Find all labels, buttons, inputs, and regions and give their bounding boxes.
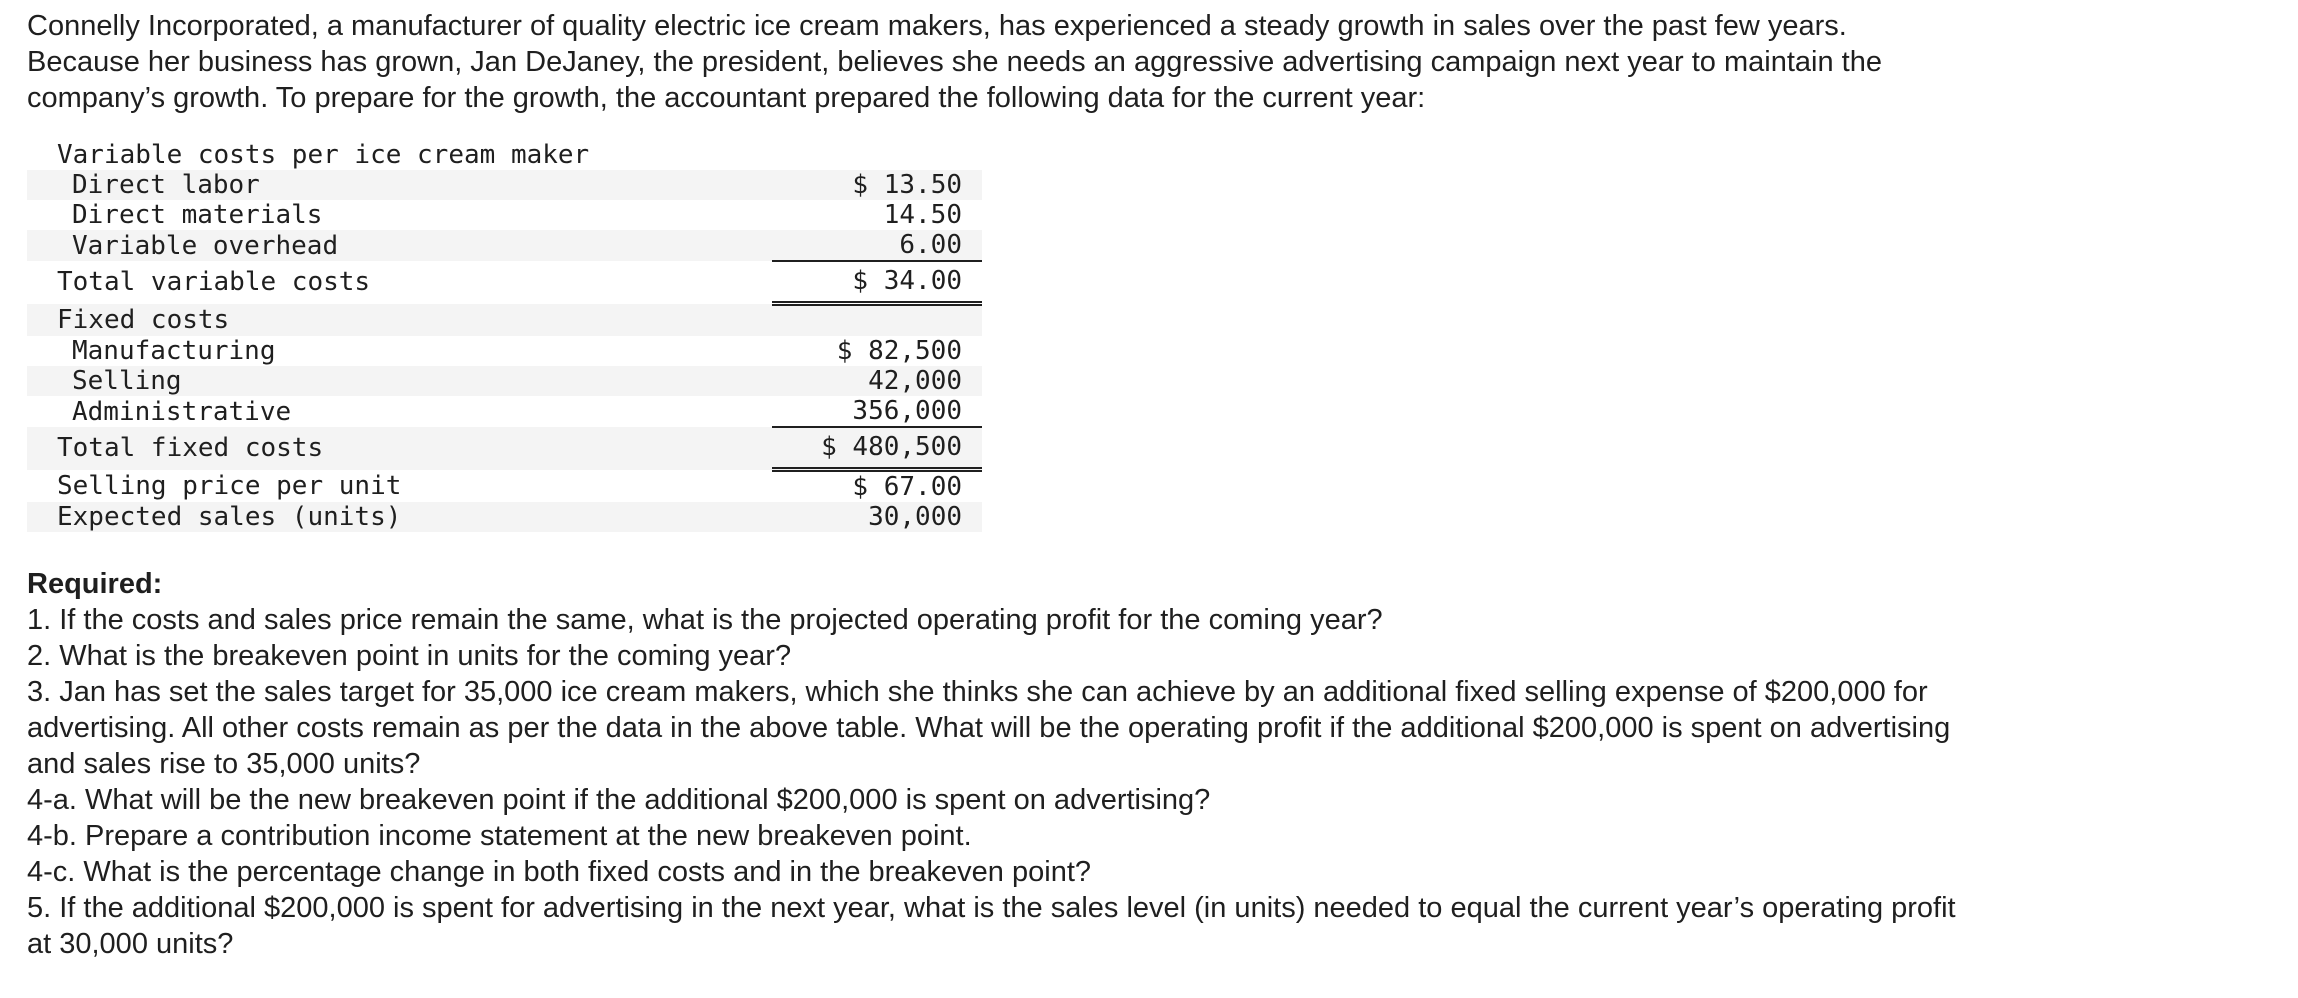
selling-label: Selling xyxy=(27,366,772,396)
selling-price-value: $ 67.00 xyxy=(852,472,962,502)
total-fixed-label: Total fixed costs xyxy=(27,427,772,470)
table-row xyxy=(27,170,982,200)
question-2: 2. What is the breakeven point in units for the coming year? xyxy=(27,640,792,672)
table-row xyxy=(27,366,982,396)
table-row xyxy=(27,304,982,337)
cost-data-table xyxy=(27,140,982,532)
question-4c: 4-c. What is the percentage change in both fixed costs and in the breakeven point? xyxy=(27,856,1092,888)
direct-labor-value: $ 13.50 xyxy=(772,170,982,200)
table-row xyxy=(27,261,982,304)
variable-costs-header: Variable costs per ice cream maker xyxy=(57,140,590,170)
manufacturing-value: $ 82,500 xyxy=(836,336,962,366)
variable-overhead-label: Variable overhead xyxy=(27,230,772,261)
table-row xyxy=(27,140,982,170)
intro-paragraph: Connelly Incorporated, a manufacturer of quality electric ice cream makers, has experienced a steady growth in sales over the past few years. Because her business has grown, Jan DeJaney, the president, believes she needs an aggressive advertising campaign next year to maintain the company’s growth. To prepare for the growth, the accountant prepared the following data for the current year: xyxy=(27,10,1882,114)
manufacturing-label: Manufacturing xyxy=(72,336,276,366)
expected-sales-label: Expected sales (units) xyxy=(27,502,772,532)
direct-materials-label: Direct materials xyxy=(72,200,323,230)
table-row xyxy=(27,230,982,261)
required-heading: Required: xyxy=(27,568,163,600)
direct-labor-label: Direct labor xyxy=(27,170,772,200)
selling-price-label: Selling price per unit xyxy=(57,470,402,501)
total-fixed-value: $ 480,500 xyxy=(772,427,982,470)
variable-overhead-value: 6.00 xyxy=(772,230,982,261)
administrative-label: Administrative xyxy=(72,396,292,427)
table-row xyxy=(27,502,982,532)
fixed-costs-header: Fixed costs xyxy=(27,304,772,337)
question-4a: 4-a. What will be the new breakeven point if the additional $200,000 is spent on advertising? xyxy=(27,784,1211,816)
question-5: 5. If the additional $200,000 is spent for advertising in the next year, what is the sales level (in units) needed to equal the current year’s operating profit at 30,000 units? xyxy=(27,892,1956,960)
administrative-value: 356,000 xyxy=(772,396,982,427)
problem-page xyxy=(27,0,2267,962)
required-section xyxy=(27,566,2267,962)
table-row xyxy=(27,396,982,427)
question-3: 3. Jan has set the sales target for 35,000 ice cream makers, which she thinks she can achieve by an additional fixed selling expense of $200,000 for advertising. All other costs remain as per the data in the above table. What will be the operating profit if the additional $200,000 is spent on advertising and sales rise to 35,000 units? xyxy=(27,676,1951,780)
expected-sales-value: 30,000 xyxy=(772,502,982,532)
total-variable-value: $ 34.00 xyxy=(772,261,982,304)
question-1: 1. If the costs and sales price remain the same, what is the projected operating profit for the coming year? xyxy=(27,604,1383,636)
question-4b: 4-b. Prepare a contribution income statement at the new breakeven point. xyxy=(27,820,972,852)
selling-value: 42,000 xyxy=(772,366,982,396)
table-row xyxy=(27,470,982,503)
table-row xyxy=(27,427,982,470)
direct-materials-value: 14.50 xyxy=(883,200,962,230)
table-row xyxy=(27,200,982,230)
total-variable-label: Total variable costs xyxy=(57,266,371,297)
table-row xyxy=(27,336,982,366)
